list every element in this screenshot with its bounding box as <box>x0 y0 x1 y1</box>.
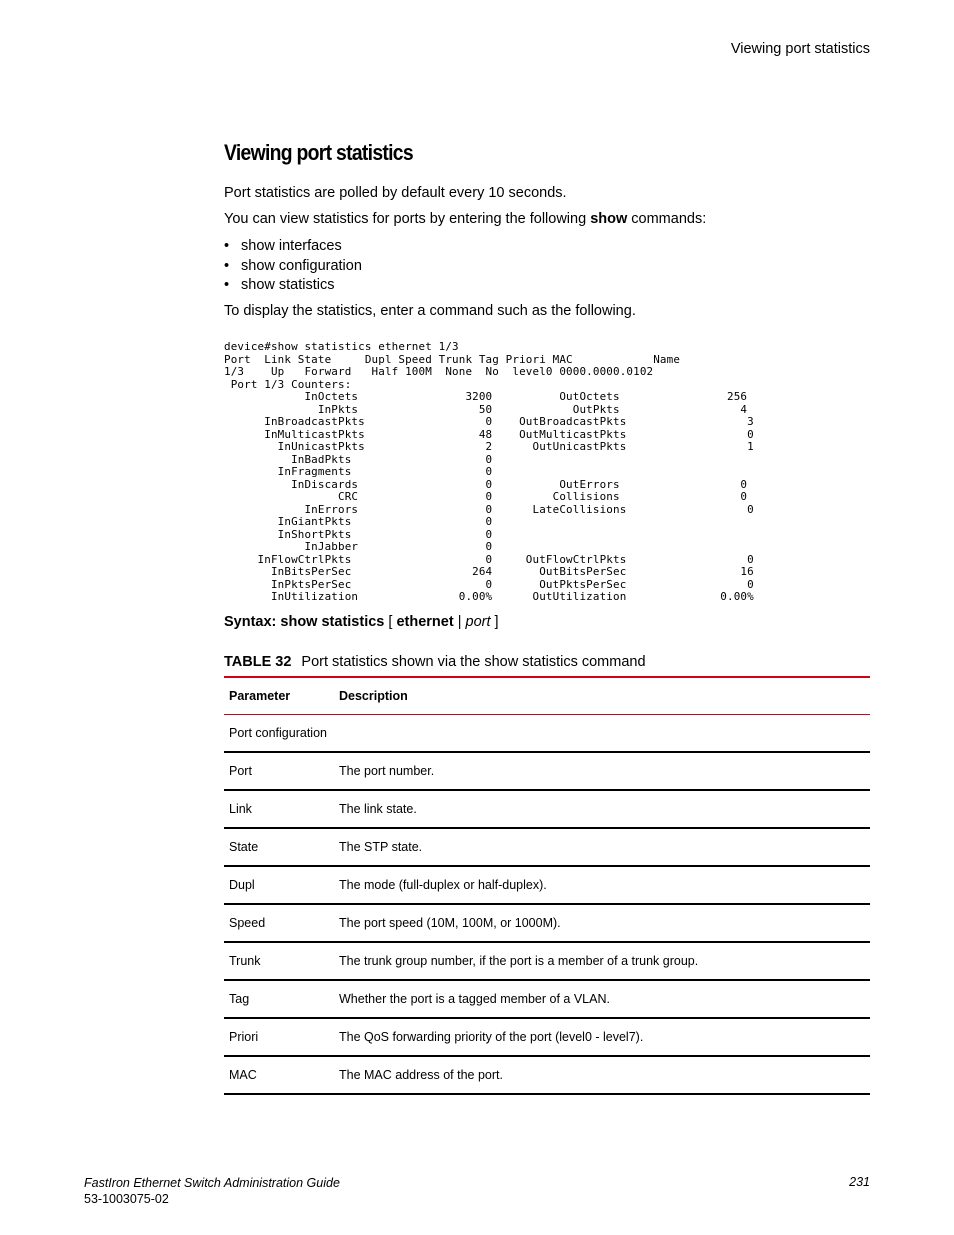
page-number: 231 <box>849 1175 870 1189</box>
description-cell: The STP state. <box>334 828 870 866</box>
syntax-port: port <box>465 614 491 630</box>
guide-title: FastIron Ethernet Switch Administration Guide <box>84 1176 340 1190</box>
lead-paragraph: To display the statistics, enter a command such as the following. <box>224 303 636 319</box>
table-row <box>224 1056 870 1094</box>
show-commands-paragraph <box>224 211 706 227</box>
bullet-icon: • <box>224 257 230 274</box>
table-row <box>224 790 870 828</box>
parameter-cell: Dupl <box>224 866 334 904</box>
table-header-row <box>224 677 870 715</box>
parameter-cell: Trunk <box>224 942 334 980</box>
table-row <box>224 866 870 904</box>
page-title: Viewing port statistics <box>224 140 413 165</box>
text-segment: You can view statistics for ports by entering the following <box>224 211 591 227</box>
parameters-table <box>224 676 870 1095</box>
syntax-line: Syntax: show statistics [ ethernet | port ] <box>224 614 499 630</box>
table-number: TABLE 32 <box>224 654 292 670</box>
footer-left <box>84 1175 340 1207</box>
parameter-cell: Port <box>224 752 334 790</box>
show-keyword: show <box>590 211 628 227</box>
parameter-cell: MAC <box>224 1056 334 1094</box>
table-row <box>224 828 870 866</box>
column-header: Description <box>334 677 870 715</box>
cli-output: device#show statistics ethernet 1/3 Port Link State Dupl Speed Trunk Tag Priori MAC Name 1/3 Up Forward Half 100M None No level0 0000.0000.0102 Port 1/3 Counters: InOctets 3200 OutOctets 256 InPkts 50 OutPkts 4 InBroadcastPkts 0 OutBroadcastPkts 3 InMulticastPkts 48 OutMulticastPkts 0 InUnicastPkts 2 OutUnicastPkts 1 InBadPkts 0 InFragments 0 InDiscards 0 OutErrors 0 CRC 0 Collisions 0 InErrors 0 LateCollisions 0 InGiantPkts 0 InShortPkts 0 InJabber 0 InFlowCtrlPkts 0 OutFlowCtrlPkts 0 InBitsPerSec 264 OutBitsPerSec 16 InPktsPerSec 0 OutPktsPerSec 0 InUtilization 0.00% OutUtilization 0.00% <box>224 340 754 603</box>
parameter-cell: Speed <box>224 904 334 942</box>
parameter-cell: Port configuration <box>224 715 334 753</box>
bullet-icon: • <box>224 277 230 293</box>
description-cell: The trunk group number, if the port is a member of a trunk group. <box>334 942 870 980</box>
syntax-label: Syntax: show statistics <box>224 614 385 630</box>
description-cell: The QoS forwarding priority of the port (level0 - level7). <box>334 1018 870 1056</box>
column-header: Parameter <box>224 677 334 715</box>
doc-number: 53-1003075-02 <box>84 1192 169 1206</box>
description-cell: The port speed (10M, 100M, or 1000M). <box>334 904 870 942</box>
parameter-cell: Link <box>224 790 334 828</box>
parameter-cell: Tag <box>224 980 334 1018</box>
parameter-cell: State <box>224 828 334 866</box>
description-cell: The port number. <box>334 752 870 790</box>
description-cell: The mode (full-duplex or half-duplex). <box>334 866 870 904</box>
description-cell: The MAC address of the port. <box>334 1056 870 1094</box>
running-header: Viewing port statistics <box>730 41 870 57</box>
description-cell: The link state. <box>334 790 870 828</box>
table-title: Port statistics shown via the show statistics command <box>301 654 646 670</box>
table-row <box>224 752 870 790</box>
table-row <box>224 904 870 942</box>
list-item: • show statistics <box>224 276 362 296</box>
parameter-cell: Priori <box>224 1018 334 1056</box>
intro-paragraph: Port statistics are polled by default every 10 seconds. <box>224 185 567 201</box>
table-row <box>224 980 870 1018</box>
description-cell: Whether the port is a tagged member of a VLAN. <box>334 980 870 1018</box>
table-row <box>224 1018 870 1056</box>
description-cell <box>334 715 870 753</box>
list-item: • show interfaces <box>224 237 362 257</box>
table-caption <box>224 654 646 670</box>
text-segment: commands: <box>627 211 707 227</box>
table-row <box>224 942 870 980</box>
list-item: • show configuration <box>224 257 362 277</box>
bullet-icon: • <box>224 238 230 254</box>
syntax-ethernet: ethernet <box>396 614 454 630</box>
command-list <box>224 237 362 296</box>
table-row <box>224 715 870 753</box>
